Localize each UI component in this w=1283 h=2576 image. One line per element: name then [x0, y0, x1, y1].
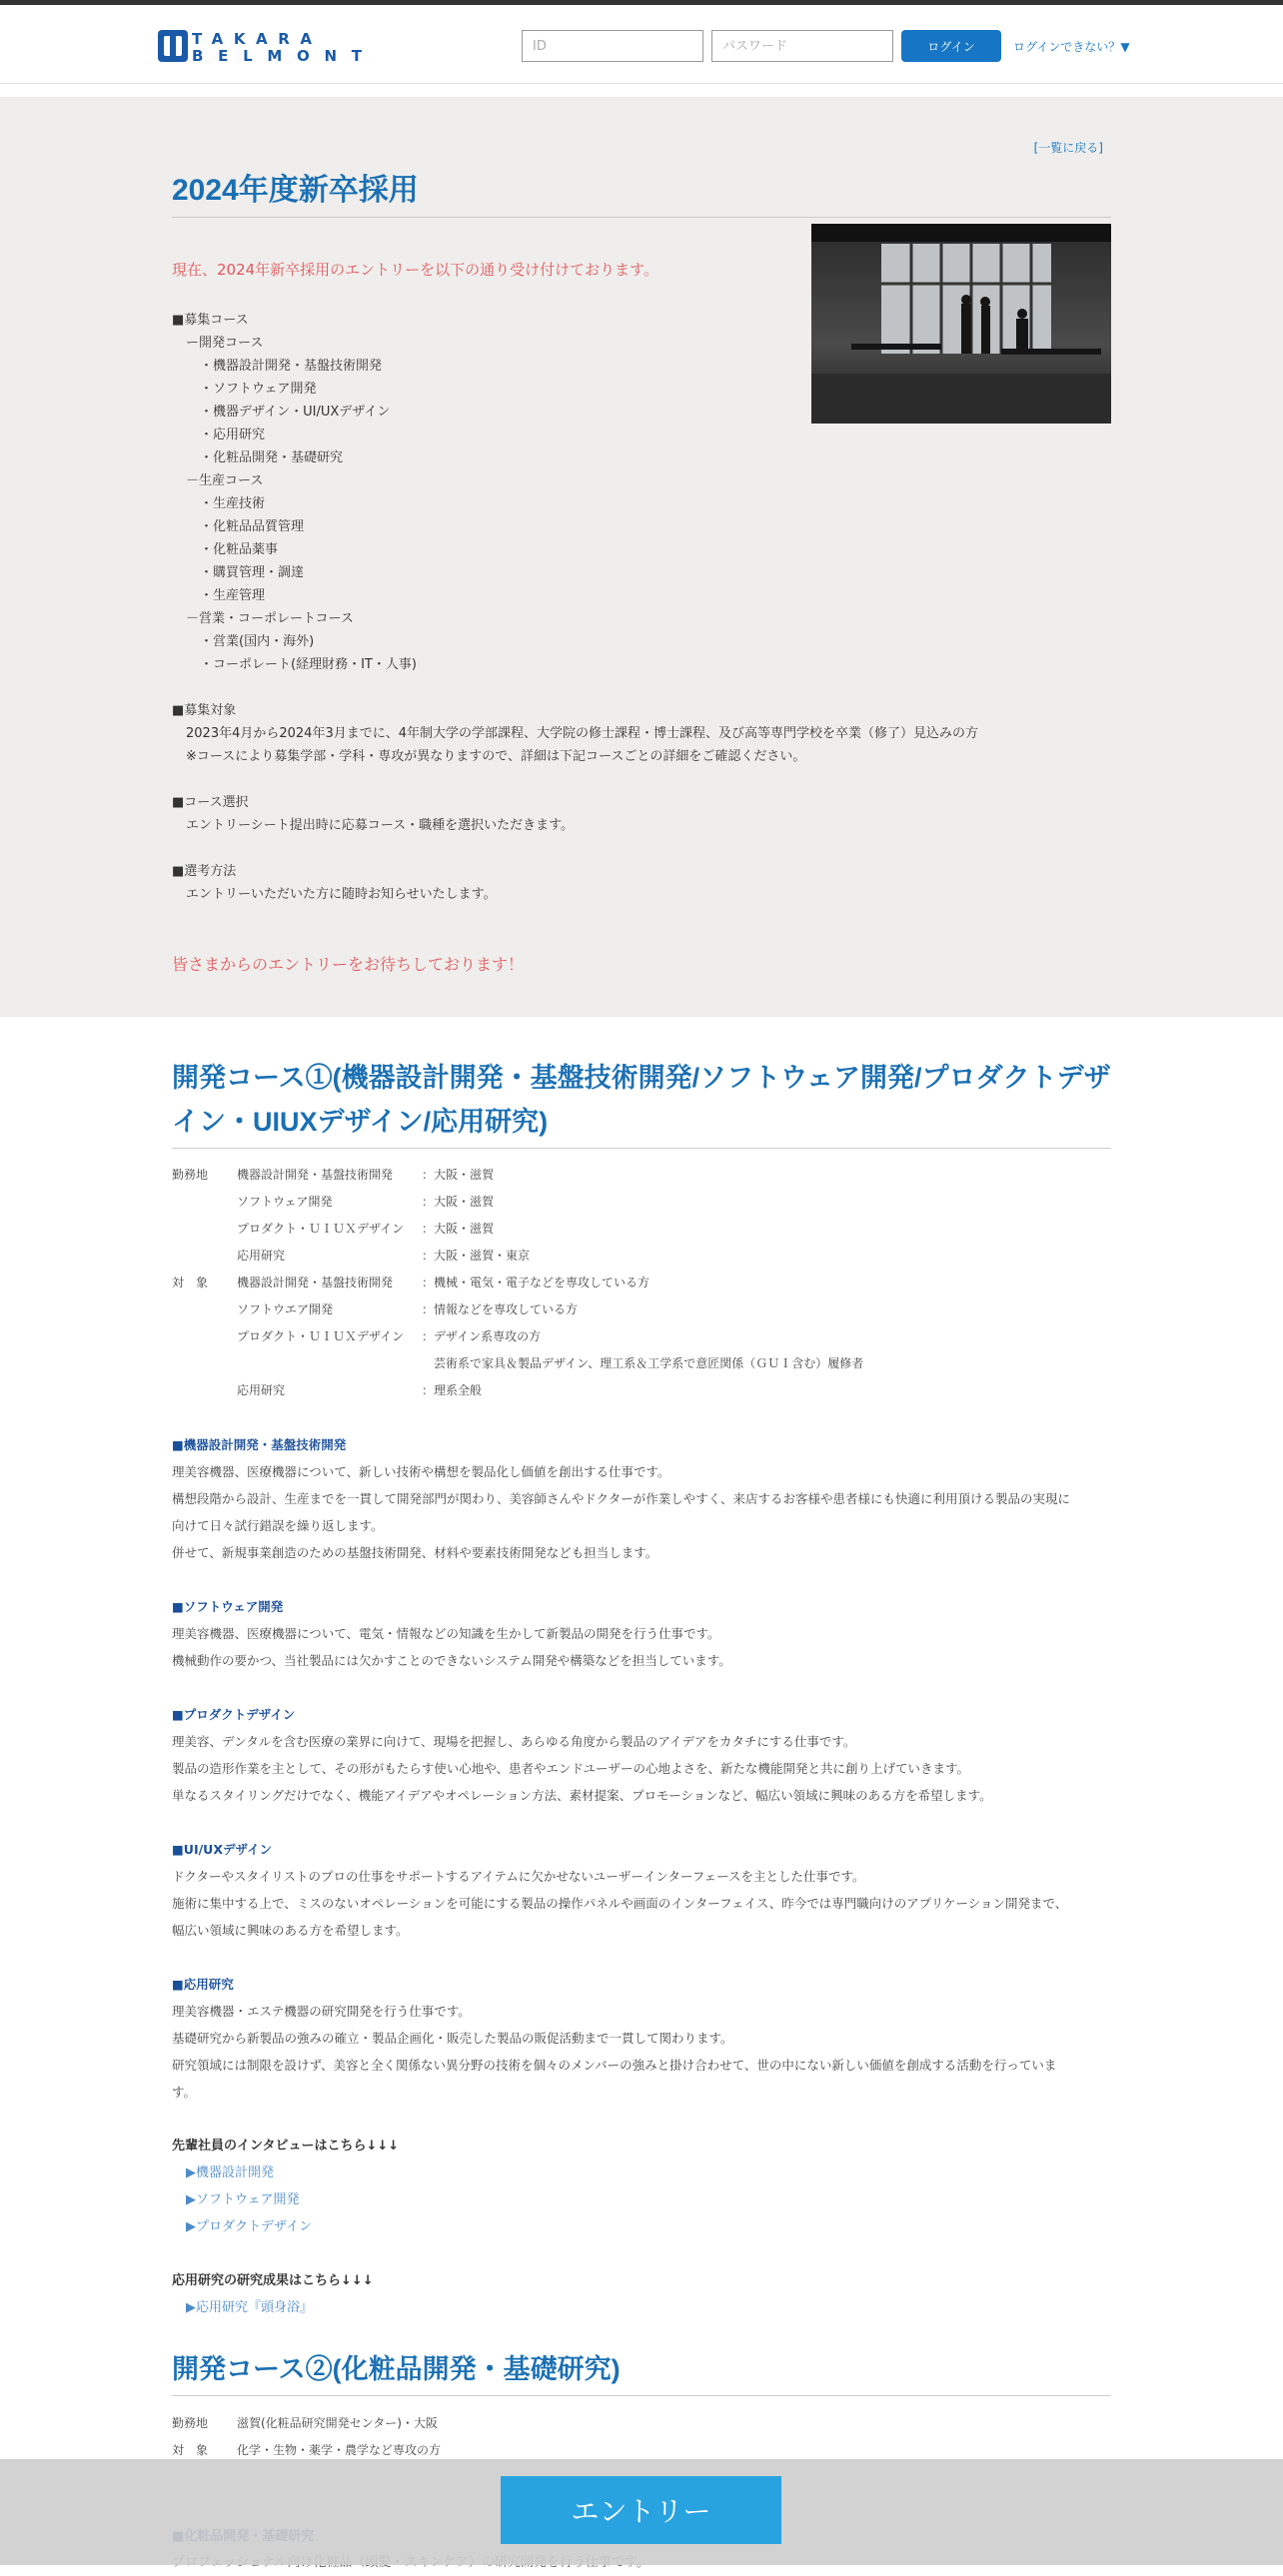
spec-value: ：機械・電気・電子などを専攻している方 [422, 1276, 650, 1289]
spec-row [172, 1377, 1111, 1404]
job-line: 幅広い領域に興味のある方を希望します。 [172, 1923, 409, 1938]
job-line: 施術に集中する上で、ミスのないオペレーションを可能にする製品の操作パネルや画面のインターフェイス、昨今では専門職向けのアプリケーション開発まで、 [172, 1896, 1068, 1911]
course-item: －生産コース [186, 473, 264, 488]
spec-value: 芸術系で家具＆製品デザイン、理工系＆工学系で意匠関係（ＧＵＩ含む）履修者 [422, 1356, 864, 1370]
course2-spec-table [172, 2410, 1111, 2464]
spec-row [172, 1323, 1111, 1350]
job-line: 単なるスタイリングだけでなく、機能アイデアやオペレーション方法、素材提案、プロモーションなど、幅広い領域に興味のある方を希望します。 [172, 1788, 992, 1803]
sticky-entry-bar [0, 2459, 1283, 2565]
lead-text: 現在、2024年新卒採用のエントリーを以下の通り受け付けております。 [172, 261, 658, 279]
forgot-login-link[interactable]: ログインできない？▼ [1013, 39, 1130, 54]
course-item: ー開発コース [186, 336, 264, 351]
job-line: 研究領域には制限を設けず、美容と全く関係ない異分野の技術を個々のメンバーの強みと掛け合わせて、世の中にない新しい価値を創成する活動を行っていま [172, 2058, 1057, 2073]
spec-row [172, 1243, 1111, 1270]
course1-job-block [172, 1431, 1111, 1566]
spec-row [172, 1270, 1111, 1296]
job-line: 向けて日々試行錯誤を繰り返します。 [172, 1518, 384, 1533]
course-item: ・機器デザイン・UI/UXデザイン [200, 405, 391, 420]
course-item: ・生産管理 [200, 588, 266, 603]
spec-sub: 機器設計開発・基盤技術開発 [237, 1276, 394, 1289]
spec-row [172, 1350, 1111, 1377]
spec-key: 対 象 [172, 2443, 209, 2457]
section-line: 2023年4月から2024年3月までに、4年制大学の学部課程、大学院の修士課程・博士課程、及び高等専門学校を卒業（修了）見込みの方 [186, 726, 978, 741]
spec-row [172, 1162, 1111, 1189]
interview-heading: 先輩社員のインタビューはこちら↓↓↓ [172, 2139, 400, 2153]
course-list [172, 309, 417, 676]
closing-message: 皆さまからのエントリーをお待ちしております！ [172, 955, 525, 974]
spec-value: ：大阪・滋賀・東京 [422, 1249, 531, 1263]
login-form [522, 30, 1130, 62]
entry-button[interactable]: エントリー [501, 2476, 781, 2544]
spec-sub: 応用研究 [237, 1249, 286, 1263]
course-item: ・営業(国内・海外) [200, 634, 315, 649]
course-item: ・化粧品開発・基礎研究 [200, 450, 344, 465]
research-heading: 応用研究の研究成果はこちら↓↓↓ [172, 2273, 374, 2288]
spec-value: ：大阪・滋賀 [422, 1222, 495, 1236]
interview-link-software[interactable]: ▶ソフトウェア開発 [186, 2192, 300, 2207]
id-input[interactable] [522, 30, 703, 62]
section-line: エントリーシート提出時に応募コース・職種を選択いただきます。 [186, 818, 575, 833]
job-line: 基礎研究から新製品の強みの確立・製品企画化・販売した製品の販促活動まで一貫して関わります。 [172, 2031, 733, 2046]
spec-row [172, 1216, 1111, 1243]
spec-value: 化学・生物・薬学・農学など専攻の方 [237, 2443, 442, 2457]
research-links [172, 2267, 374, 2321]
interview-link-product-design[interactable]: ▶プロダクトデザイン [186, 2219, 313, 2234]
page-title: 2024年度新卒採用 [172, 165, 1111, 218]
course1-job-block [172, 1836, 1111, 1944]
course-item: ・ソフトウェア開発 [200, 382, 317, 397]
spec-value: 滋賀(化粧品研究開発センター)・大阪 [237, 2416, 438, 2430]
selection-method-section [172, 860, 497, 906]
course-item: ・生産技術 [200, 496, 266, 511]
recruit-summary-section [0, 97, 1283, 1017]
spec-value: ：大阪・滋賀 [422, 1195, 495, 1209]
spec-value: ：理系全般 [422, 1383, 483, 1397]
back-to-list-link[interactable]: [一覧に戻る] [1033, 141, 1103, 155]
course1-job-block [172, 1971, 1111, 2106]
job-line: 理美容、デンタルを含む医療の業界に向けて、現場を把握し、あらゆる角度から製品のアイデアをカタチにする仕事です。 [172, 1734, 856, 1749]
course-item: －営業・コーポレートコース [186, 611, 354, 626]
job-heading: ■プロダクトデザイン [172, 1707, 296, 1722]
course-item: ・化粧品薬事 [200, 542, 279, 557]
svg-text:BELMONT: BELMONT [192, 47, 362, 63]
target-section [172, 699, 978, 768]
course-item: ・応用研究 [200, 428, 266, 442]
spec-value: ：デザイン系専攻の方 [422, 1329, 542, 1343]
spec-key: 勤務地 [172, 2416, 209, 2430]
takara-belmont-logo[interactable] [158, 29, 364, 63]
job-line: 理美容機器、医療機器について、新しい技術や構想を製品化し価値を創出する仕事です。 [172, 1464, 670, 1479]
svg-text:TAKARA: TAKARA [192, 30, 312, 48]
job-heading: ■UI/UXデザイン [172, 1842, 273, 1857]
spec-sub: ソフトウェア開発 [237, 1195, 333, 1209]
course1-job-block [172, 1701, 1111, 1809]
course-select-section [172, 791, 574, 837]
research-link[interactable]: ▶応用研究『頭身浴』 [186, 2300, 313, 2315]
login-button[interactable]: ログイン [901, 30, 1001, 62]
job-line: す。 [172, 2085, 197, 2100]
spec-row [172, 2410, 1111, 2437]
password-input[interactable] [711, 30, 893, 62]
job-line: ドクターやスタイリストのプロの仕事をサポートするアイテムに欠かせないユーザーインターフェースを主とした仕事です。 [172, 1869, 865, 1884]
job-line: 製品の造形作業を主として、その形がもたらす使い心地や、患者やエンドユーザーの心地よさを、新たな機能開発と共に創り上げていきます。 [172, 1761, 970, 1776]
course1-job-block [172, 1593, 1111, 1674]
course-item: ■募集コース [172, 313, 249, 328]
section-line: ※コースにより募集学部・学科・専攻が異なりますので、詳細は下記コースごとの詳細をご確認ください。 [186, 749, 806, 764]
section-heading: ■コース選択 [172, 795, 249, 810]
job-heading: ■機器設計開発・基盤技術開発 [172, 1437, 347, 1452]
spec-row [172, 1189, 1111, 1216]
spec-sub: プロダクト・ＵＩＵＸデザイン [237, 1222, 405, 1236]
job-heading: ■応用研究 [172, 1977, 234, 1992]
spec-row [172, 1296, 1111, 1323]
spec-sub: 機器設計開発・基盤技術開発 [237, 1168, 394, 1182]
course2-title: 開発コース②(化粧品開発・基礎研究) [172, 2347, 1111, 2396]
job-line: 併せて、新規事業創造のための基盤技術開発、材料や要素技術開発なども担当します。 [172, 1545, 658, 1560]
course-item: ・コーポレート(経理財務・IT・人事) [200, 657, 417, 672]
spec-sub: プロダクト・ＵＩＵＸデザイン [237, 1329, 405, 1343]
job-line: 理美容機器、医療機器について、電気・情報などの知識を生かして新製品の開発を行う仕事です。 [172, 1626, 720, 1641]
course1-spec-table [172, 1162, 1111, 1404]
section-line: エントリーいただいた方に随時お知らせいたします。 [186, 887, 497, 902]
section-heading: ■募集対象 [172, 703, 237, 718]
office-photo [811, 224, 1111, 424]
interview-links [172, 2133, 399, 2240]
course-item: ・機器設計開発・基盤技術開発 [200, 359, 383, 374]
spec-key: 勤務地 [172, 1168, 209, 1182]
course1-title: 開発コース①(機器設計開発・基盤技術開発/ソフトウェア開発/プロダクトデザイン・UIUXデザイン/応用研究) [172, 1056, 1111, 1149]
course-item: ・購買管理・調達 [200, 565, 305, 580]
job-line: 理美容機器・エステ機器の研究開発を行う仕事です。 [172, 2004, 471, 2019]
spec-sub: 応用研究 [237, 1383, 286, 1397]
job-line: 構想段階から設計、生産までを一貫して開発部門が関わり、美容師さんやドクターが作業しやすく、来店するお客様や患者様にも快適に利用頂ける製品の実現に [172, 1491, 1071, 1506]
spec-sub: ソフトウエア開発 [237, 1302, 334, 1316]
spec-value: ：情報などを専攻している方 [422, 1302, 579, 1316]
spec-key: 対 象 [172, 1276, 209, 1289]
spec-value: ：大阪・滋賀 [422, 1168, 495, 1182]
job-line: 機械動作の要かつ、当社製品には欠かすことのできないシステム開発や構築などを担当しています。 [172, 1653, 731, 1668]
site-header [0, 5, 1283, 84]
interview-link-mechanical[interactable]: ▶機器設計開発 [186, 2165, 274, 2180]
section-heading: ■選考方法 [172, 864, 237, 879]
course-item: ・化粧品品質管理 [200, 519, 305, 534]
job-heading: ■ソフトウェア開発 [172, 1599, 284, 1614]
